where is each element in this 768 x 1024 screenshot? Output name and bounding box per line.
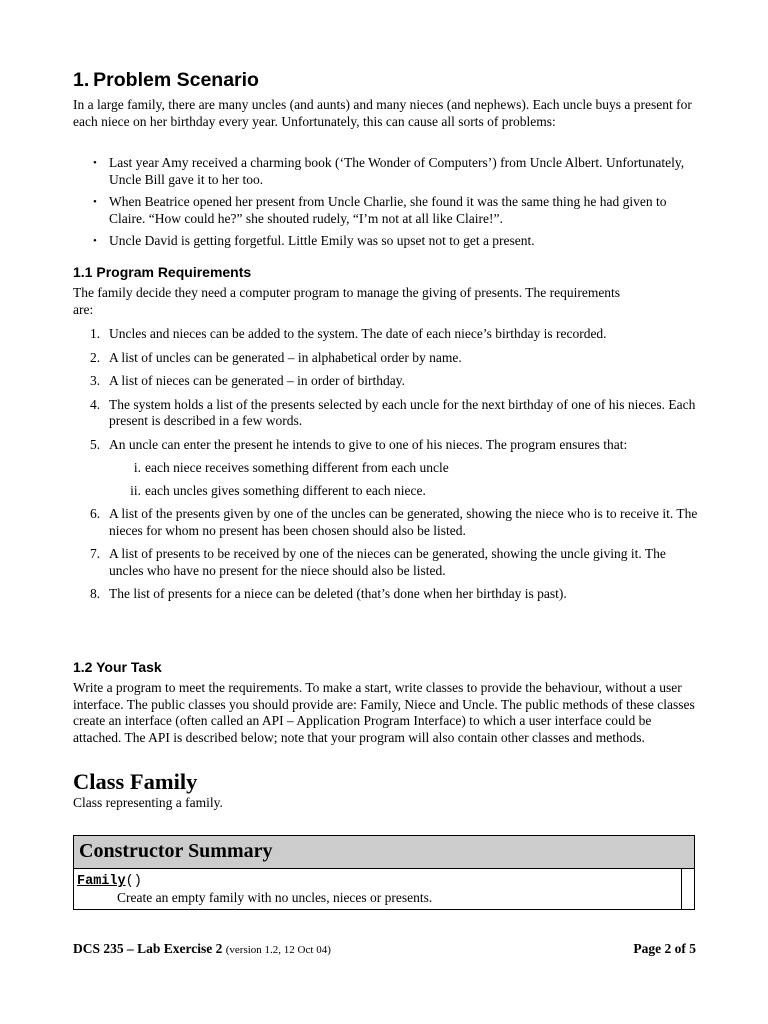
item-text: The list of presents for a niece can be deleted (that’s done when her birthday is past). <box>109 586 567 601</box>
constructor-description: Create an empty family with no uncles, nieces or presents. <box>117 890 433 905</box>
problem-bullet-list <box>73 155 699 256</box>
bullet-icon: • <box>93 196 97 208</box>
item-number: 1. <box>90 326 101 341</box>
list-item <box>73 233 699 250</box>
requirements-list <box>73 326 699 610</box>
footer-right <box>633 941 696 957</box>
item-number: ii. <box>130 482 141 498</box>
bullet-text: Uncle David is getting forgetful. Little Emily was so upset not to get a present. <box>109 233 535 248</box>
bullet-icon: • <box>93 235 97 247</box>
item-text: A list of uncles can be generated – in alphabetical order by name. <box>109 349 462 365</box>
bullet-text: When Beatrice opened her present from Uncle Charlie, she found it was the same thing he had given to Claire. “How could he?” she shouted rudely, “I’m not at all like Claire!”. <box>109 194 667 226</box>
footer-course: DCS 235 – Lab Exercise 2 <box>73 941 223 956</box>
list-item <box>109 460 699 477</box>
item-number: 3. <box>90 373 101 388</box>
list-item <box>73 437 699 500</box>
problem-intro-paragraph: In a large family, there are many uncles (and aunts) and many nieces (and nephews). Each uncle buys a present for each niece on her birthday every year. Unfortunately, this can cause all sorts of problems: <box>73 97 692 129</box>
requirements-intro-paragraph: The family decide they need a computer program to manage the giving of presents. The requirements are: <box>73 285 621 317</box>
section-title-your-task: 1.2 Your Task <box>73 659 162 675</box>
item-number: 6. <box>90 506 101 521</box>
item-text: The system holds a list of the presents selected by each uncle for the next birthday of one of his nieces. Each present is described in a few words. <box>109 396 696 428</box>
list-item <box>73 350 699 367</box>
section-title-problem-scenario: 1. Problem Scenario <box>73 69 259 91</box>
item-text: each uncles gives something different to each niece. <box>145 482 426 498</box>
item-text: An uncle can enter the present he intends to give to one of his nieces. The program ensures that: <box>109 436 628 452</box>
list-item <box>73 586 699 603</box>
constructor-params: () <box>125 874 142 889</box>
item-number: 7. <box>90 546 101 561</box>
item-text: A list of presents to be received by one of the nieces can be generated, showing the uncle giving it. The uncles who have no present for the niece should also be listed. <box>109 546 666 578</box>
list-item <box>73 155 699 188</box>
list-item <box>73 373 699 390</box>
task-paragraph: Write a program to meet the requirements. To make a start, write classes to provide the behaviour, without a user interface. The public classes you should provide are: Family, Niece and Uncle. The public methods of these classes create an interface (often called an API – Application Program Interface) to which a user interface could be attached. The API is described below; note that your program will also contain other classes and methods. <box>73 680 695 745</box>
footer-left <box>73 941 331 957</box>
list-item <box>73 506 699 539</box>
class-family-description: Class representing a family. <box>73 795 223 810</box>
constructor-summary-heading: Constructor Summary <box>74 836 695 869</box>
item-text: Uncles and nieces can be added to the system. The date of each niece’s birthday is recorded. <box>109 326 607 341</box>
list-item <box>73 326 699 343</box>
item-text: A list of nieces can be generated – in order of birthday. <box>109 373 406 388</box>
list-item <box>73 194 699 227</box>
footer-page-number: Page 2 of 5 <box>633 941 696 956</box>
item-number: 5. <box>90 436 101 452</box>
item-number: i. <box>133 460 141 475</box>
item-number: 2. <box>90 349 101 365</box>
constructor-summary-table <box>73 835 695 910</box>
sub-requirements-list <box>109 460 699 499</box>
class-family-heading: Class Family <box>73 769 198 794</box>
bullet-text: Last year Amy received a charming book (‘The Wonder of Computers’) from Uncle Albert. Unfortunately, Uncle Bill gave it to her too. <box>109 155 685 187</box>
item-number: 8. <box>90 586 101 601</box>
footer-version: (version 1.2, 12 Oct 04) <box>225 944 331 956</box>
item-text: each niece receives something different from each uncle <box>145 460 449 475</box>
bullet-icon: • <box>93 157 97 169</box>
table-side-cell <box>682 869 695 910</box>
constructor-row <box>74 869 682 910</box>
constructor-link[interactable]: Family <box>77 874 126 889</box>
section-title-program-requirements: 1.1 Program Requirements <box>73 264 252 280</box>
list-item <box>73 546 699 579</box>
item-number: 4. <box>90 396 101 412</box>
list-item <box>109 483 699 500</box>
list-item <box>73 397 699 430</box>
item-text: A list of the presents given by one of the uncles can be generated, showing the niece who is to receive it. The nieces for whom no present has been chosen should also be listed. <box>109 506 698 538</box>
